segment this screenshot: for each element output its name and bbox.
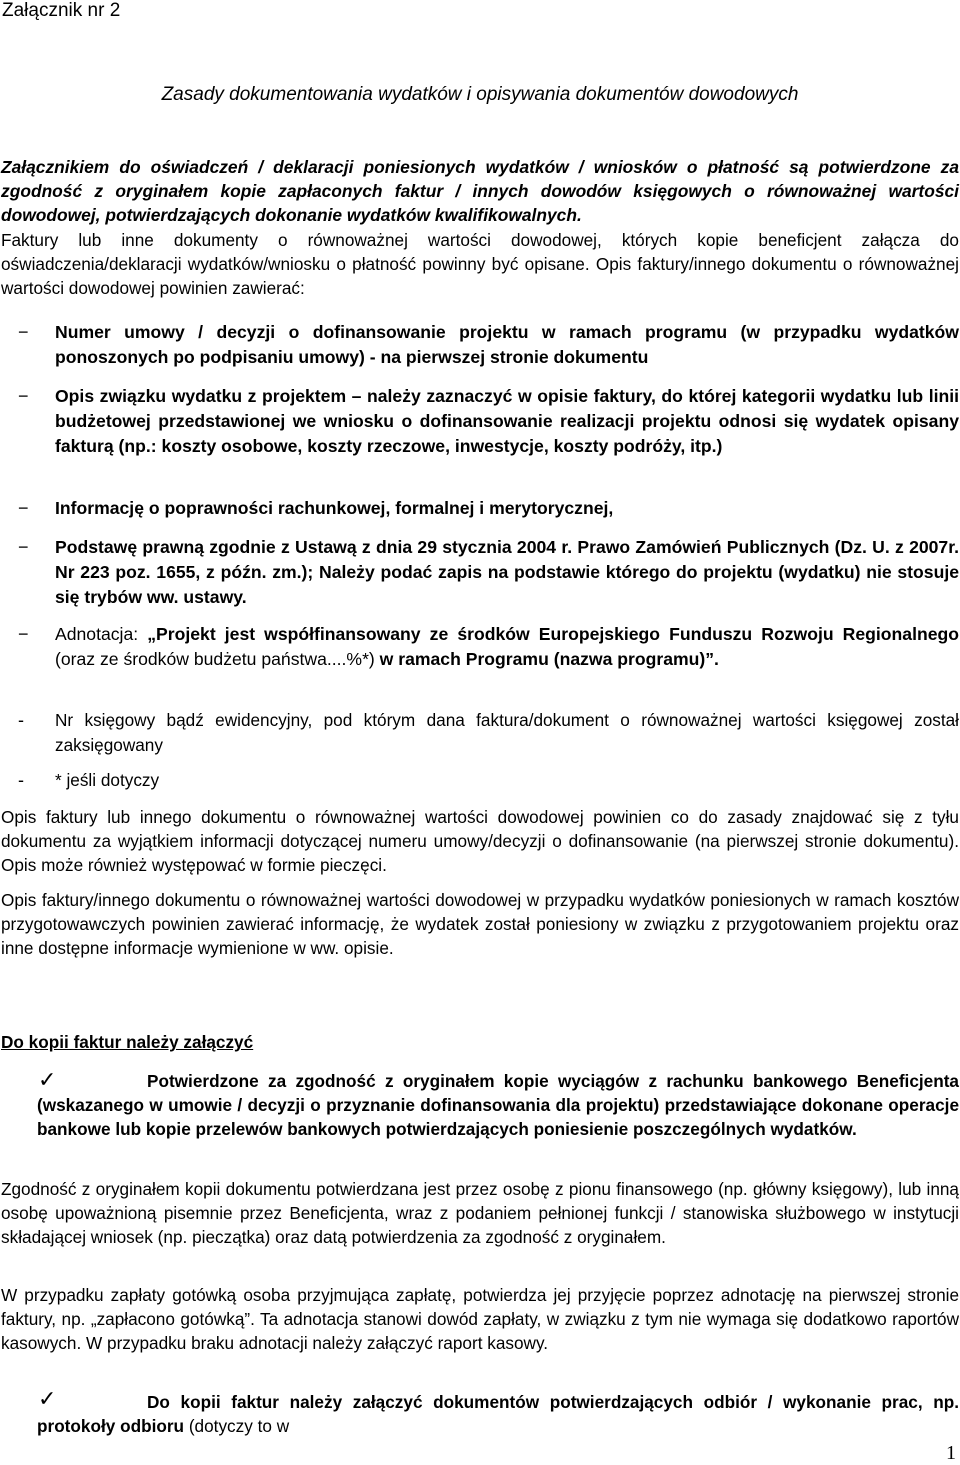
page-number: 1 (946, 1442, 956, 1464)
annotation-prefix: Adnotacja: (55, 624, 148, 644)
list-dash: − (18, 624, 29, 644)
list-hyphen: - (18, 770, 24, 790)
section-heading: Do kopii faktur należy załączyć (1, 1032, 254, 1052)
acceptance-documents-item (37, 1390, 959, 1438)
list-hyphen: - (18, 710, 24, 730)
list-dash: − (18, 498, 29, 518)
checkmark-icon: ✓ (38, 1067, 57, 1092)
intro-paragraph: Załącznikiem do oświadczeń / deklaracji poniesionych wydatków / wniosków o płatność są potwierdzone za zgodność z oryginałem kopie zapłaconych faktur / innych dowodów księgowych o równoważnej wartości dowodowej, potwierdzających dokonanie wydatków kwalifikowalnych. (1, 157, 959, 225)
bank-statements-text: Potwierdzone za zgodność z oryginałem kopie wyciągów z rachunku bankowego Beneficjenta (wskazanego w umowie / decyzji o przyznanie dofinansowania dla projektu) przedstawiające dokonane operacje bankowe lub kopie przelewów bankowych potwierdzających poniesienie poszczególnych wydatków. (37, 1071, 959, 1139)
list-item-correctness: Informację o poprawności rachunkowej, formalnej i merytorycznej, (55, 498, 614, 518)
list-item-accounting-number: Nr księgowy bądź ewidencyjny, pod którym dana faktura/dokument o równoważnej wartości księgowej został zaksięgowany (55, 710, 959, 755)
annotation-bold-text: „Projekt jest współfinansowany ze środków Europejskiego Funduszu Rozwoju Regionalnego (147, 624, 959, 644)
certification-paragraph: Zgodność z oryginałem kopii dokumentu potwierdzana jest przez osobę z pionu finansowego (np. główny księgowy), lub inną osobę upoważnioną pisemnie przez Beneficjenta, wraz z podaniem pełnionej funkcji / stanowiska służbowego w instytucji składającej wniosek (np. pieczątka) oraz datą potwierdzenia za zgodność z oryginałem. (1, 1179, 959, 1247)
list-item-if-applicable: * jeśli dotyczy (55, 770, 160, 790)
list-dash: − (18, 537, 29, 557)
annotation-normal-text: (oraz ze środków budżetu państwa....%*) (55, 649, 380, 669)
list-item-contract-number: Numer umowy / decyzji o dofinansowanie projektu w ramach programu (w przypadku wydatków ponoszonych po podpisaniu umowy) - na pierwszej stronie dokumentu (55, 322, 959, 367)
acceptance-documents-text: Do kopii faktur należy załączyć dokumentów potwierdzających odbiór / wykonanie prac, np. protokoły odbioru (37, 1392, 959, 1436)
cash-payment-paragraph: W przypadku zapłaty gotówką osoba przyjmująca zapłatę, potwierdza jej przyjęcie poprzez adnotację na pierwszej stronie faktury, np. „zapłacono gotówką”. Ta adnotacja stanowi dowód zapłaty, w związku z tym nie wymaga się dodatkowo raportów kasowych. W przypadku braku adnotacji należy załączyć raport kasowy. (1, 1285, 959, 1353)
list-item-project-relation: Opis związku wydatku z projektem – należy zaznaczyć w opisie faktury, do której kategorii wydatku lub linii budżetowej przedstawionej we wniosku o dofinansowanie realizacji projektu odnosi się wydatek opisany fakturą (np.: koszty osobowe, koszty rzeczowe, inwestycje, koszty podróży, itp.) (55, 386, 959, 456)
annotation-program-text: w ramach Programu (nazwa programu)”. (379, 649, 719, 669)
bank-statements-item (37, 1069, 959, 1141)
preparatory-costs-paragraph: Opis faktury/innego dokumentu o równoważnej wartości dowodowej w przypadku wydatków poniesionych w ramach kosztów przygotowawczych powinien zawierać informację, że wydatek został poniesiony w związku z przygotowaniem projektu oraz inne dostępne informacje wymienione w ww. opisie. (1, 890, 959, 958)
annex-label: Załącznik nr 2 (2, 0, 121, 21)
placement-paragraph: Opis faktury lub innego dokumentu o równoważnej wartości dowodowej powinien co do zasady znajdować się z tyłu dokumentu za wyjątkiem informacji dotyczącej numeru umowy/decyzji o dofinansowanie (na pierwszej stronie dokumentu). Opis może również występować w formie pieczęci. (1, 807, 959, 875)
acceptance-documents-note: (dotyczy to w (184, 1416, 290, 1436)
list-dash: − (18, 386, 29, 406)
list-item-legal-basis: Podstawę prawną zgodnie z Ustawą z dnia 29 stycznia 2004 r. Prawo Zamówień Publicznych (Dz. U. z 2007r. Nr 223 poz. 1655, z późn. zm.); Należy podać zapis na podstawie którego do projektu (wydatku) nie stosuje się trybów ww. ustawy. (55, 537, 959, 607)
list-item-annotation (55, 622, 959, 672)
checkmark-icon: ✓ (38, 1386, 57, 1411)
document-title: Zasady dokumentowania wydatków i opisywania dokumentów dowodowych (161, 84, 799, 105)
list-dash: − (18, 322, 29, 342)
description-paragraph: Faktury lub inne dokumenty o równoważnej wartości dowodowej, których kopie beneficjent załącza do oświadczenia/deklaracji wydatków/wniosku o płatność powinny być opisane. Opis faktury/innego dokumentu o równoważnej wartości dowodowej powinien zawierać: (1, 230, 959, 298)
